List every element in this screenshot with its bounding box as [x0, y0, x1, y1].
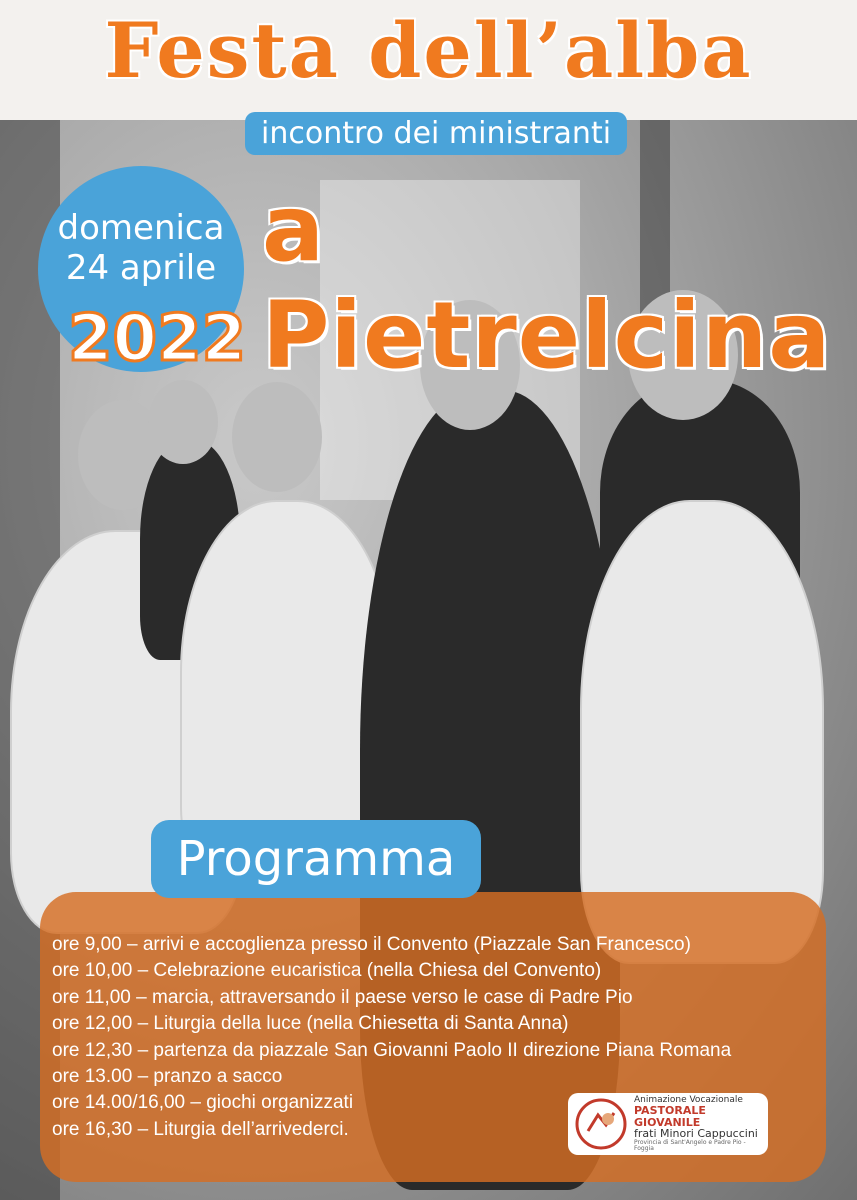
program-item: ore 12,30 – partenza da piazzale San Giovanni Paolo II direzione Piana Romana	[52, 1039, 732, 1061]
event-title: Festa dell’alba	[104, 6, 753, 95]
pastorale-logo	[568, 1093, 768, 1155]
program-item: ore 12,00 – Liturgia della luce (nella Chiesetta di Santa Anna)	[52, 1013, 569, 1035]
event-subtitle: incontro dei ministranti	[245, 112, 627, 155]
program-item: ore 9,00 – arrivi e accoglienza presso il Convento (Piazzale San Francesco)	[52, 934, 691, 955]
event-place: a Pietrelcina	[262, 175, 832, 389]
date-day: domenica	[57, 208, 225, 248]
logo-line3: frati Minori Cappuccini	[634, 1127, 758, 1141]
date-daymonth: 24 aprile	[65, 248, 217, 288]
logo-line4: Provincia di Sant'Angelo e Padre Pio - Foggia	[634, 1138, 746, 1153]
date-year: 2022	[68, 302, 247, 376]
capuchin-logo-icon	[574, 1097, 628, 1151]
logo-line2: PASTORALE GIOVANILE	[634, 1104, 706, 1129]
program-item: ore 11,00 – marcia, attraversando il paese verso le case di Padre Pio	[52, 986, 633, 1008]
program-item: ore 13.00 – pranzo a sacco	[52, 1066, 283, 1088]
program-item: ore 14.00/16,00 – giochi organizzati	[52, 1092, 354, 1114]
logo-line1: Animazione Vocazionale	[634, 1094, 743, 1105]
program-heading: Programma	[151, 820, 481, 898]
program-item: ore 16,30 – Liturgia dell’arrivederci.	[52, 1118, 349, 1140]
program-item: ore 10,00 – Celebrazione eucaristica (nella Chiesa del Convento)	[52, 960, 602, 982]
